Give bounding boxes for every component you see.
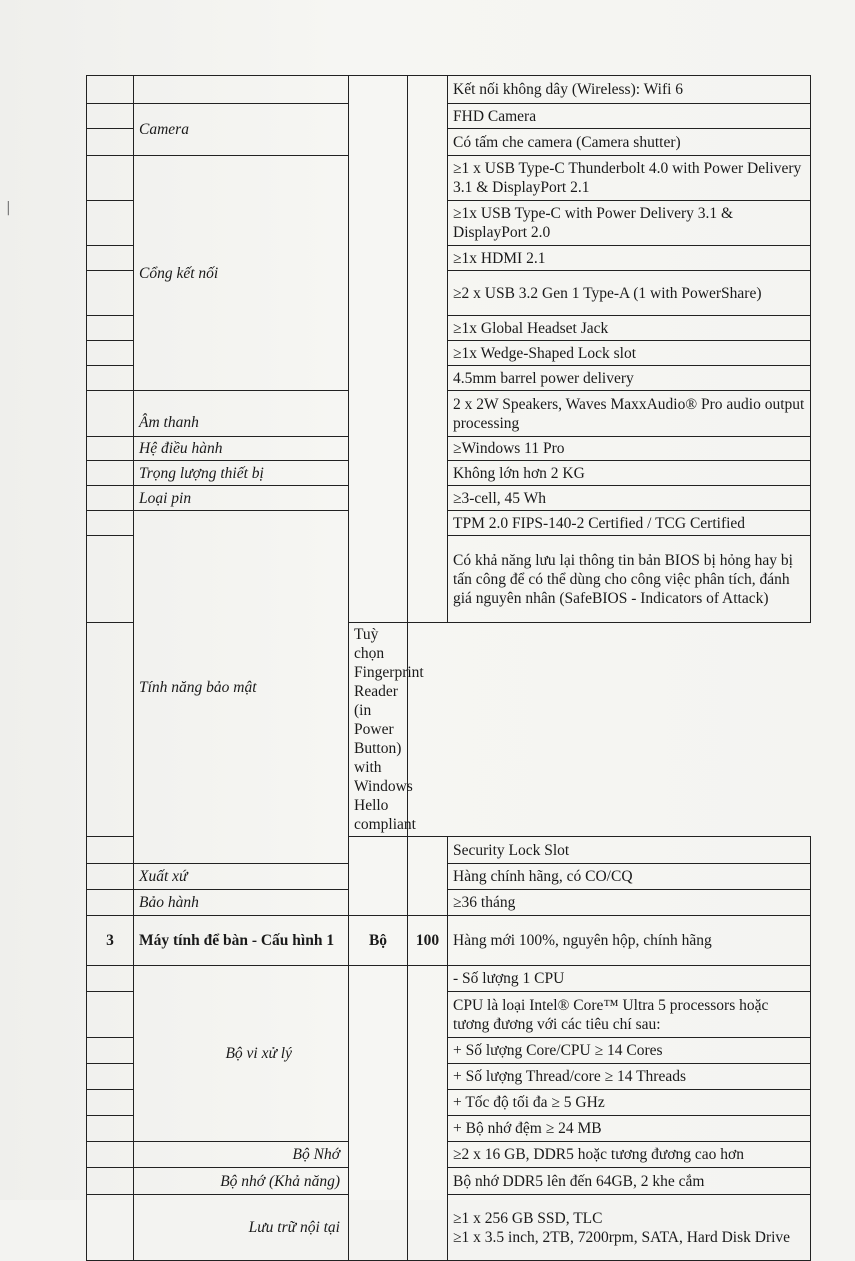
- stt-cell: [87, 1038, 134, 1064]
- unit-cell: [349, 966, 408, 1261]
- stt-cell: [87, 1142, 134, 1168]
- stt-cell: [87, 104, 134, 129]
- unit-cell: [349, 837, 408, 916]
- spec-cell: + Số lượng Thread/core ≥ 14 Threads: [448, 1064, 811, 1090]
- stt-cell: [87, 486, 134, 511]
- os-label: Hệ điều hành: [134, 437, 349, 461]
- spec-cell: Không lớn hơn 2 KG: [448, 461, 811, 486]
- stt-cell: [87, 437, 134, 461]
- table-row: [87, 76, 811, 104]
- stt-cell: [87, 992, 134, 1038]
- spec-cell: Bộ nhớ DDR5 lên đến 64GB, 2 khe cắm: [448, 1168, 811, 1195]
- name-cell: [134, 76, 349, 104]
- spec-cell: [448, 1195, 811, 1261]
- spec-cell: ≥1x Global Headset Jack: [448, 316, 811, 341]
- spec-cell: ≥2 x USB 3.2 Gen 1 Type-A (1 with PowerShare): [448, 271, 811, 316]
- stt-cell: [87, 391, 134, 437]
- item-header-row: [87, 916, 811, 966]
- stt-cell: [87, 246, 134, 271]
- stt-cell: [87, 341, 134, 366]
- table-row: [87, 1142, 811, 1168]
- stt-cell: [87, 316, 134, 341]
- table-row: [87, 511, 811, 536]
- spec-cell: + Số lượng Core/CPU ≥ 14 Cores: [448, 1038, 811, 1064]
- spec-cell: Có khả năng lưu lại thông tin bản BIOS bị hỏng hay bị tấn công để có thể dùng cho công việc phân tích, đánh giá nguyên nhân (SafeBIOS - Indicators of Attack): [448, 536, 811, 623]
- stt-cell: [87, 864, 134, 890]
- spec-cell: ≥1 x USB Type-C Thunderbolt 4.0 with Power Delivery 3.1 & DisplayPort 2.1: [448, 156, 811, 201]
- stt-cell: [87, 890, 134, 916]
- spec-cell: Có tấm che camera (Camera shutter): [448, 129, 811, 156]
- stt-cell: [87, 623, 134, 837]
- ram-capacity-label: Bộ nhớ (Khả năng): [134, 1168, 349, 1195]
- stt-cell: [87, 837, 134, 864]
- stt-cell: [87, 366, 134, 391]
- stt-cell: [87, 1064, 134, 1090]
- weight-label: Trọng lượng thiết bị: [134, 461, 349, 486]
- spec-cell: CPU là loại Intel® Core™ Ultra 5 processors hoặc tương đương với các tiêu chí sau:: [448, 992, 811, 1038]
- camera-label: Camera: [134, 104, 349, 156]
- spec-cell: + Tốc độ tối đa ≥ 5 GHz: [448, 1090, 811, 1116]
- table-row: [87, 437, 811, 461]
- spec-cell: FHD Camera: [448, 104, 811, 129]
- spec-table: [86, 75, 811, 1261]
- spec-cell: 4.5mm barrel power delivery: [448, 366, 811, 391]
- stt-cell: [87, 536, 134, 623]
- spec-cell: + Bộ nhớ đệm ≥ 24 MB: [448, 1116, 811, 1142]
- stt-cell: [87, 461, 134, 486]
- battery-label: Loại pin: [134, 486, 349, 511]
- item-number: 3: [87, 916, 134, 966]
- stt-cell: [87, 201, 134, 246]
- qty-cell: [408, 76, 448, 623]
- spec-cell: Hàng chính hãng, có CO/CQ: [448, 864, 811, 890]
- unit-cell: [349, 76, 408, 623]
- spec-cell: ≥36 tháng: [448, 890, 811, 916]
- ram-label: Bộ Nhớ: [134, 1142, 349, 1168]
- spec-cell: ≥1x Wedge-Shaped Lock slot: [448, 341, 811, 366]
- item-name: Máy tính để bàn - Cấu hình 1: [134, 916, 349, 966]
- stt-cell: [87, 1195, 134, 1261]
- spec-cell: Kết nối không dây (Wireless): Wifi 6: [448, 76, 811, 104]
- stt-cell: [87, 966, 134, 992]
- table-row: [87, 461, 811, 486]
- qty-cell: [408, 966, 448, 1261]
- table-row: [87, 156, 811, 201]
- stt-cell: [87, 129, 134, 156]
- table-row: [87, 486, 811, 511]
- spec-cell: ≥3-cell, 45 Wh: [448, 486, 811, 511]
- table-row: [87, 1195, 811, 1261]
- item-quantity: 100: [408, 916, 448, 966]
- table-row: [87, 864, 811, 890]
- spec-cell: 2 x 2W Speakers, Waves MaxxAudio® Pro audio output processing: [448, 391, 811, 437]
- spec-cell: Security Lock Slot: [448, 837, 811, 864]
- spec-cell: - Số lượng 1 CPU: [448, 966, 811, 992]
- audio-label: Âm thanh: [134, 391, 349, 437]
- ports-label: Cổng kết nối: [134, 156, 349, 391]
- table-row: [87, 104, 811, 129]
- stt-cell: [87, 76, 134, 104]
- spec-cell: ≥Windows 11 Pro: [448, 437, 811, 461]
- storage-hdd: ≥1 x 3.5 inch, 2TB, 7200rpm, SATA, Hard Disk Drive: [453, 1228, 791, 1246]
- storage-ssd: ≥1 x 256 GB SSD, TLC: [453, 1209, 603, 1227]
- spec-cell: Tuỳ chọn Fingerprint Reader (in Power Button) with Windows Hello compliant: [349, 623, 408, 837]
- table-row: [87, 966, 811, 992]
- stt-cell: [87, 1090, 134, 1116]
- security-label: Tính năng bảo mật: [134, 511, 349, 864]
- spec-cell: ≥2 x 16 GB, DDR5 hoặc tương đương cao hơn: [448, 1142, 811, 1168]
- table-row: [87, 1168, 811, 1195]
- spec-cell: TPM 2.0 FIPS-140-2 Certified / TCG Certified: [448, 511, 811, 536]
- scan-margin-mark: |: [6, 200, 11, 216]
- warranty-label: Bảo hành: [134, 890, 349, 916]
- table-row: [87, 890, 811, 916]
- stt-cell: [87, 511, 134, 536]
- table-row: [87, 391, 811, 437]
- stt-cell: [87, 156, 134, 201]
- origin-label: Xuất xứ: [134, 864, 349, 890]
- stt-cell: [87, 1116, 134, 1142]
- stt-cell: [87, 271, 134, 316]
- spec-cell: ≥1x USB Type-C with Power Delivery 3.1 & DisplayPort 2.0: [448, 201, 811, 246]
- qty-cell: [408, 837, 448, 916]
- stt-cell: [87, 1168, 134, 1195]
- storage-label: Lưu trữ nội tại: [134, 1195, 349, 1261]
- item-unit: Bộ: [349, 916, 408, 966]
- cpu-label: Bộ vi xử lý: [134, 966, 349, 1142]
- spec-cell: Hàng mới 100%, nguyên hộp, chính hãng: [448, 916, 811, 966]
- spec-cell: ≥1x HDMI 2.1: [448, 246, 811, 271]
